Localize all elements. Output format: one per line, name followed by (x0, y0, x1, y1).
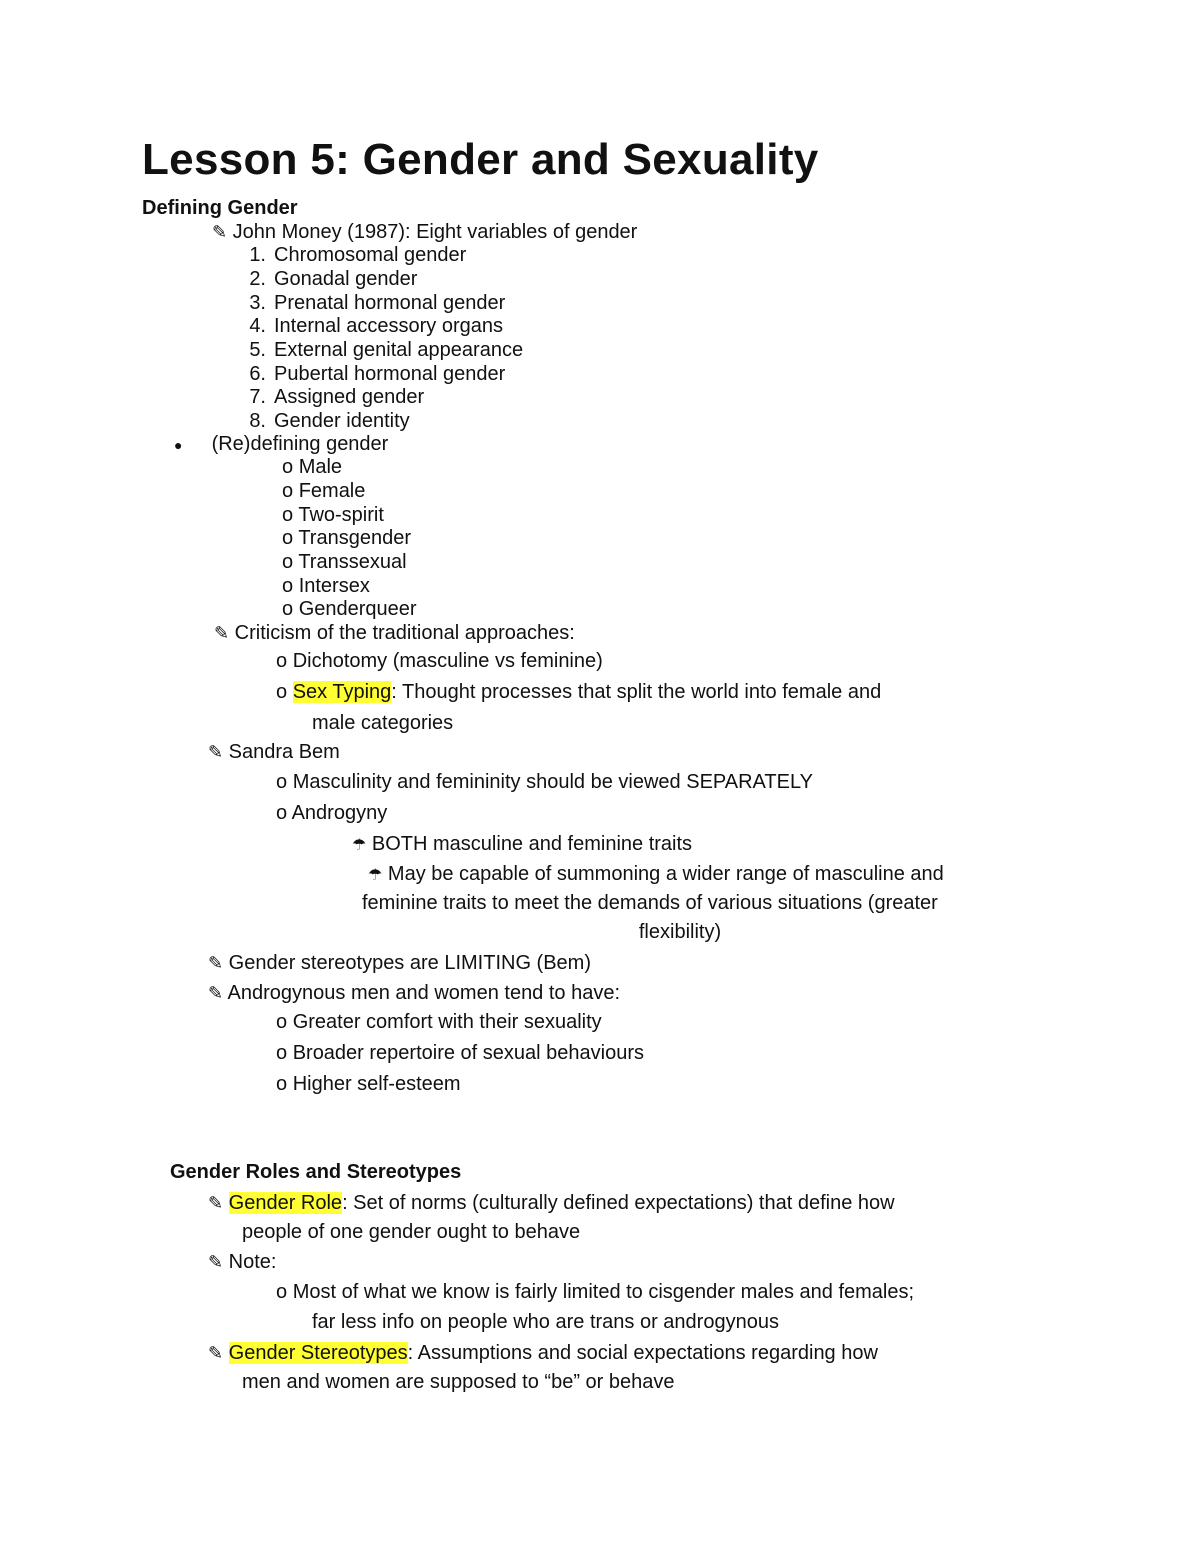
highlighted-term: Gender Stereotypes (228, 1342, 408, 1364)
list-item-john-money: ✎ John Money (1987): Eight variables of gender (212, 221, 638, 243)
folder-bullet-icon: ✎ (208, 953, 224, 973)
list-item-gender: o Two-spirit (282, 504, 384, 526)
circle-bullet-icon: o (276, 1042, 288, 1064)
umbrella-bullet-icon: ☂ (352, 837, 367, 854)
folder-bullet-icon: ✎ (208, 983, 224, 1003)
circle-bullet-icon: o (276, 681, 288, 703)
list-item-gender-role: ✎ Gender Role: Set of norms (culturally defined expectations) that define how (208, 1192, 895, 1214)
circle-bullet-icon: o (282, 480, 294, 502)
list-item-stereotypes-limiting: ✎ Gender stereotypes are LIMITING (Bem) (208, 952, 591, 974)
folder-bullet-icon: ✎ (208, 1343, 224, 1363)
bullet-dot-icon: ● (174, 437, 183, 453)
page-title: Lesson 5: Gender and Sexuality (142, 135, 819, 184)
list-item-separately: o Masculinity and femininity should be viewed SEPARATELY (276, 771, 813, 793)
list-item-gender: o Intersex (282, 575, 370, 597)
list-item-gender: o Male (282, 456, 343, 478)
list-item-sandra-bem: ✎ Sandra Bem (208, 741, 340, 763)
list-item-criticism: ✎ Criticism of the traditional approaches: (214, 622, 575, 644)
circle-bullet-icon: o (276, 650, 288, 672)
numbered-item: 8. Gender identity (249, 410, 410, 432)
list-item-note-detail: o Most of what we know is fairly limited to cisgender males and females; (276, 1281, 915, 1303)
list-item-tend: o Broader repertoire of sexual behaviours (276, 1042, 644, 1064)
circle-bullet-icon: o (282, 551, 294, 573)
folder-bullet-icon: ✎ (208, 1252, 224, 1272)
list-item-redefining-gender: ● (Re)defining gender (174, 433, 389, 455)
umbrella-bullet-icon: ☂ (368, 867, 383, 884)
circle-bullet-icon: o (276, 1011, 288, 1033)
list-item-gender: o Female (282, 480, 366, 502)
list-item-dichotomy: o Dichotomy (masculine vs feminine) (276, 650, 603, 672)
highlighted-term: Sex Typing (292, 681, 392, 703)
list-item-continuation: men and women are supposed to “be” or behave (242, 1371, 675, 1393)
list-item-androgyny: o Androgyny (276, 802, 388, 824)
folder-bullet-icon: ✎ (208, 742, 224, 762)
circle-bullet-icon: o (282, 598, 294, 620)
list-item-sex-typing: o Sex Typing: Thought processes that split the world into female and (276, 681, 882, 703)
numbered-item: 1. Chromosomal gender (249, 244, 467, 266)
circle-bullet-icon: o (276, 1073, 288, 1095)
numbered-item: 7. Assigned gender (249, 386, 425, 408)
list-item-gender: o Transsexual (282, 551, 407, 573)
list-item-androgynous-tend: ✎ Androgynous men and women tend to have: (208, 982, 621, 1004)
circle-bullet-icon: o (282, 527, 294, 549)
circle-bullet-icon: o (276, 802, 288, 824)
list-item-continuation: flexibility) (638, 921, 722, 943)
highlighted-term: Gender Role (228, 1192, 343, 1214)
numbered-item: 5. External genital appearance (249, 339, 524, 361)
list-item-gender: o Genderqueer (282, 598, 417, 620)
circle-bullet-icon: o (282, 456, 294, 478)
circle-bullet-icon: o (276, 771, 288, 793)
list-item-continuation: feminine traits to meet the demands of various situations (greater (362, 892, 938, 914)
circle-bullet-icon: o (282, 504, 294, 526)
list-item-tend: o Higher self-esteem (276, 1073, 461, 1095)
numbered-item: 3. Prenatal hormonal gender (249, 292, 506, 314)
list-item-gender-stereotypes: ✎ Gender Stereotypes: Assumptions and social expectations regarding how (208, 1342, 878, 1364)
numbered-item: 6. Pubertal hormonal gender (249, 363, 506, 385)
circle-bullet-icon: o (276, 1281, 288, 1303)
list-item-tend: o Greater comfort with their sexuality (276, 1011, 602, 1033)
numbered-item: 2. Gonadal gender (249, 268, 418, 290)
list-item-both-traits: ☂ BOTH masculine and feminine traits (352, 832, 692, 858)
list-item-gender: o Transgender (282, 527, 411, 549)
list-item-continuation: people of one gender ought to behave (242, 1221, 581, 1243)
list-item-wider-range: ☂ May be capable of summoning a wider range of masculine and (368, 862, 944, 888)
section-heading-gender-roles: Gender Roles and Stereotypes (170, 1161, 462, 1183)
numbered-item: 4. Internal accessory organs (249, 315, 504, 337)
list-item-continuation: far less info on people who are trans or androgynous (312, 1311, 779, 1333)
folder-bullet-icon: ✎ (214, 623, 230, 643)
folder-bullet-icon: ✎ (212, 222, 228, 242)
section-heading-defining-gender: Defining Gender (142, 197, 298, 219)
list-item-note: ✎ Note: (208, 1251, 277, 1273)
circle-bullet-icon: o (282, 575, 294, 597)
list-item-continuation: male categories (312, 712, 454, 734)
folder-bullet-icon: ✎ (208, 1193, 224, 1213)
